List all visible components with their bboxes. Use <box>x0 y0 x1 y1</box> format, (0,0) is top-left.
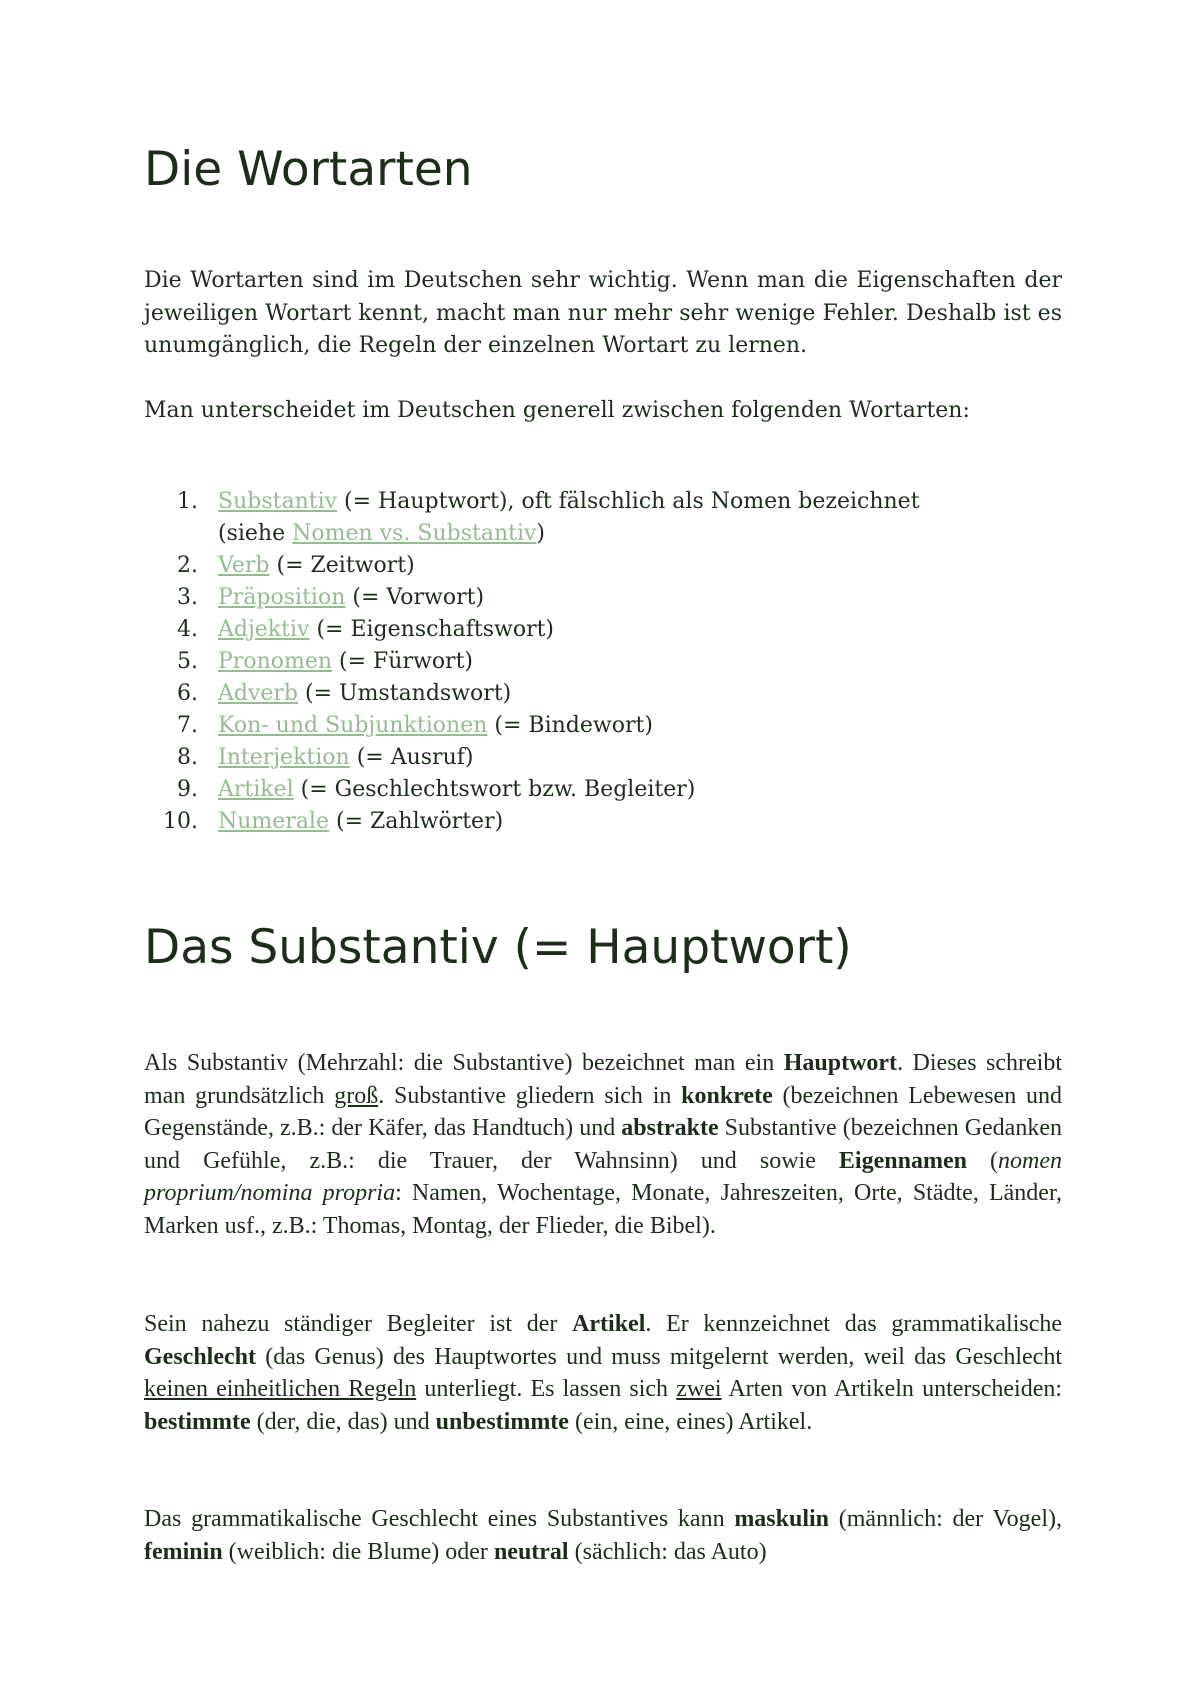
list-item-text: (= Fürwort) <box>332 649 474 674</box>
text-run: (männlich: der Vogel), <box>829 1506 1062 1532</box>
text-run: Das grammatikalische Geschlecht eines Substantives kann <box>144 1506 735 1532</box>
bold-text: unbestimmte <box>435 1408 569 1435</box>
list-number: 8. <box>177 745 198 770</box>
list-number: 4. <box>177 617 198 642</box>
link-adverb[interactable]: Adverb <box>218 681 299 706</box>
list-item-text: (= Zeitwort) <box>269 553 415 578</box>
list-item-text: (= Bindewort) <box>487 713 653 738</box>
bold-text: Hauptwort <box>783 1050 898 1076</box>
bold-text: abstrakte <box>621 1115 719 1141</box>
list-number: 5. <box>177 649 198 674</box>
list-item-text: (= Umstandswort) <box>298 681 512 706</box>
list-item <box>144 550 1062 582</box>
link-praeposition[interactable]: Präposition <box>218 585 346 610</box>
bold-text: neutral <box>493 1538 569 1565</box>
text-run: Arten von Artikeln unterscheiden: <box>721 1376 1063 1402</box>
list-item <box>144 614 1062 646</box>
underlined-text: keinen einheitlichen Regeln <box>144 1376 417 1402</box>
underlined-text: groß <box>334 1082 379 1109</box>
section-heading: Das Substantiv (= Hauptwort) <box>144 920 852 975</box>
bold-text: Artikel <box>572 1311 646 1337</box>
list-item-text: (= Geschlechtswort bzw. Begleiter) <box>293 777 696 802</box>
substantiv-paragraph-1 <box>144 1047 1062 1242</box>
italic-text: nomen proprium/nomina propria <box>144 1147 1062 1206</box>
text-run: Substantive (bezeichnen Gedanken und Gefühle, z.B.: die Trauer, der Wahnsinn) und sowie <box>144 1115 1062 1174</box>
list-item <box>144 486 1062 550</box>
text-run: Als Substantiv (Mehrzahl: die Substantive) bezeichnet man ein <box>144 1050 784 1076</box>
list-item <box>144 710 1062 742</box>
underlined-text: zwei <box>676 1376 722 1402</box>
bold-text: Eigennamen <box>838 1147 967 1174</box>
list-number: 9. <box>177 777 198 802</box>
text-run: Sein nahezu ständiger Begleiter ist der <box>144 1311 573 1337</box>
list-item-text: (= Zahlwörter) <box>329 809 504 834</box>
list-item-text: (= Ausruf) <box>349 745 474 770</box>
link-nomen-vs-substantiv[interactable]: Nomen vs. Substantiv <box>292 521 537 546</box>
list-item <box>144 678 1062 710</box>
list-number: 10. <box>163 809 198 834</box>
text-run: unterliegt. Es lassen sich <box>416 1376 677 1402</box>
list-item <box>144 582 1062 614</box>
list-number: 6. <box>177 681 198 706</box>
text-run: (bezeichnen Lebewesen und Gegenstände, z.B.: der Käfer, das Handtuch) und <box>144 1082 1062 1141</box>
list-item-text: (= Vorwort) <box>345 585 485 610</box>
word-types-list <box>144 486 1062 838</box>
substantiv-paragraph-2 <box>144 1308 1062 1438</box>
list-item-text: (= Eigenschaftswort) <box>309 617 555 642</box>
list-item-text: (= Hauptwort), oft fälschlich als Nomen bezeichnet <box>337 489 920 514</box>
link-verb[interactable]: Verb <box>218 553 270 578</box>
text-run: (ein, eine, eines) Artikel. <box>568 1408 813 1435</box>
bold-text: maskulin <box>734 1506 830 1532</box>
text-run: (weiblich: die Blume) oder <box>222 1538 494 1565</box>
text-run: . Er kennzeichnet das grammatikalische <box>645 1311 1062 1337</box>
link-konjunktionen[interactable]: Kon- und Subjunktionen <box>218 713 488 738</box>
link-numerale[interactable]: Numerale <box>218 809 329 834</box>
intro-paragraph: Die Wortarten sind im Deutschen sehr wichtig. Wenn man die Eigenschaften der jeweiligen Wortart kennt, macht man nur mehr sehr wenige Fehler. Deshalb ist es unumgänglich, die Regeln der einzelnen Wortart zu lernen. <box>144 268 1062 358</box>
text-run: . Substantive gliedern sich in <box>378 1082 682 1109</box>
link-interjektion[interactable]: Interjektion <box>218 745 350 770</box>
list-item <box>144 774 1062 806</box>
text-run: (das Genus) des Hauptwortes und muss mitgelernt werden, weil das Geschlecht <box>255 1343 1062 1370</box>
bold-text: bestimmte <box>144 1408 251 1435</box>
text-run: (sächlich: das Auto) <box>568 1538 767 1565</box>
list-item <box>144 646 1062 678</box>
link-artikel[interactable]: Artikel <box>218 777 294 802</box>
link-adjektiv[interactable]: Adjektiv <box>218 617 310 642</box>
bold-text: Geschlecht <box>144 1343 256 1370</box>
list-item <box>144 742 1062 774</box>
list-item <box>144 806 1062 838</box>
text-run: . Dieses schreibt man grundsätzlich <box>144 1050 1062 1109</box>
bold-text: feminin <box>144 1538 223 1565</box>
text-run: ( <box>966 1147 999 1174</box>
link-pronomen[interactable]: Pronomen <box>218 649 333 674</box>
text-run: : Namen, Wochentage, Monate, Jahreszeiten, Orte, Städte, Länder, Marken usf., z.B.: Thomas, Montag, der Flieder, die Bibel). <box>144 1180 1062 1239</box>
list-item-text: ) <box>536 521 546 546</box>
substantiv-paragraph-3 <box>144 1503 1062 1568</box>
link-substantiv[interactable]: Substantiv <box>218 489 338 514</box>
text-run: (der, die, das) und <box>250 1408 436 1435</box>
list-item-text: (siehe <box>218 521 293 546</box>
list-number: 1. <box>177 489 198 514</box>
list-number: 2. <box>177 553 198 578</box>
list-number: 7. <box>177 713 198 738</box>
page-title: Die Wortarten <box>144 142 473 197</box>
bold-text: konkrete <box>681 1082 773 1109</box>
lead-paragraph: Man unterscheidet im Deutschen generell zwischen folgenden Wortarten: <box>144 398 970 423</box>
list-number: 3. <box>177 585 198 610</box>
